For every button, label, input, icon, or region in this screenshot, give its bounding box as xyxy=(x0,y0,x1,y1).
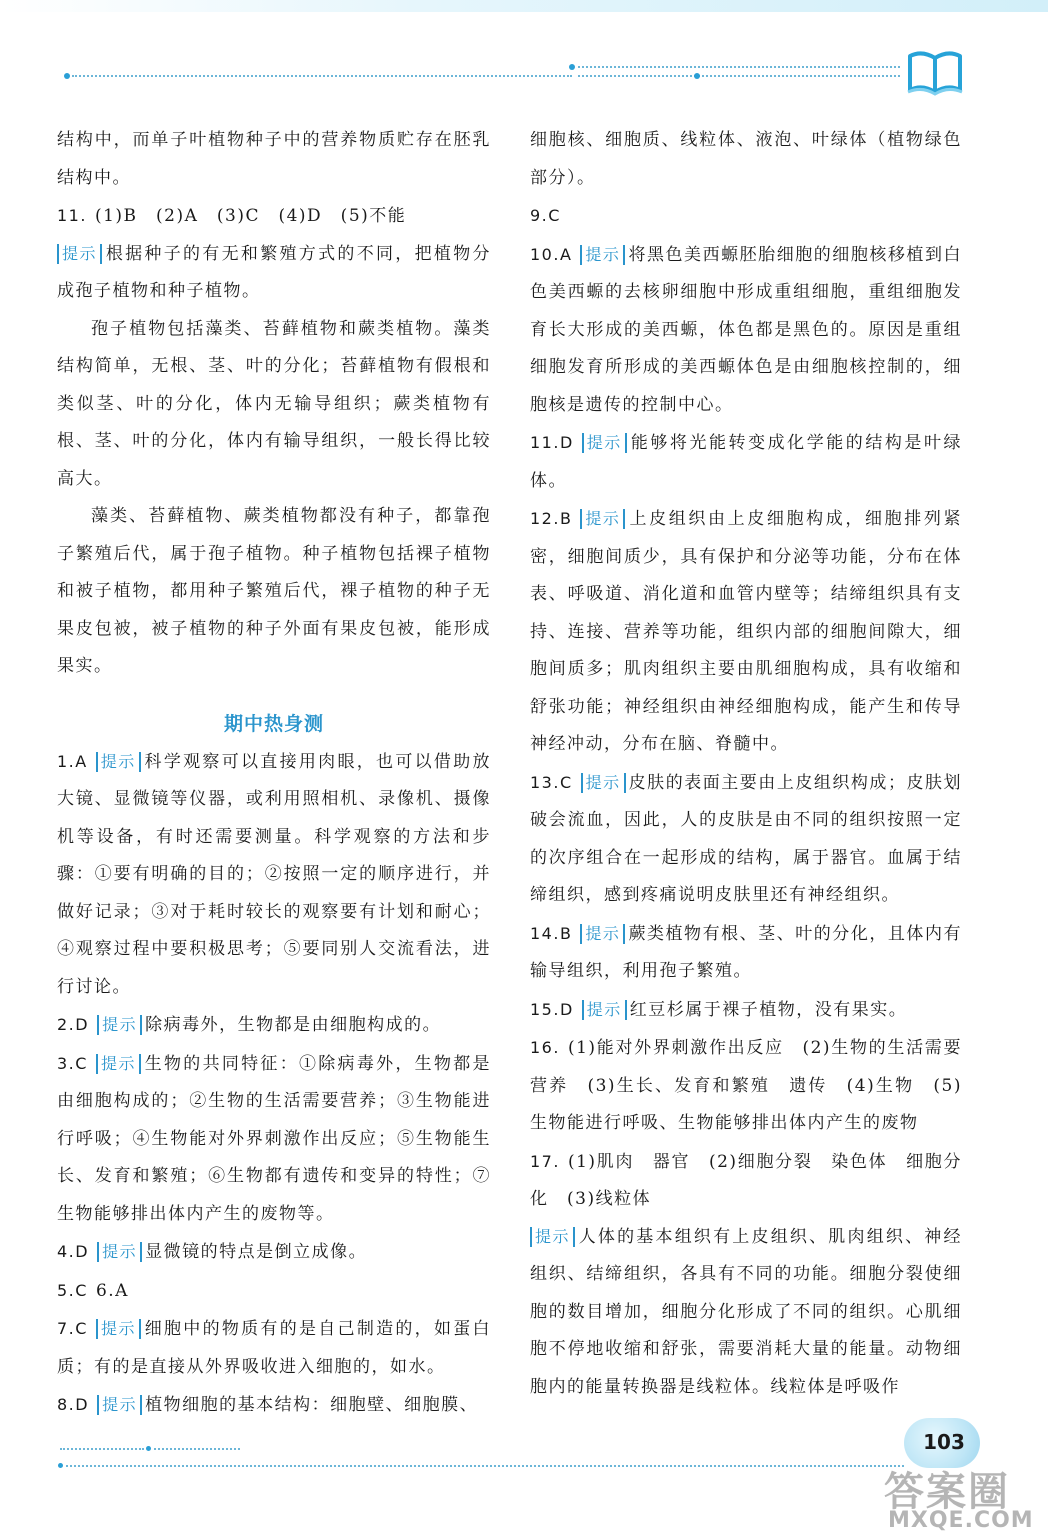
answer-item xyxy=(530,1029,962,1143)
hint-label: 提示 xyxy=(580,245,625,265)
header-gradient-bar xyxy=(0,0,1048,12)
explanation-paragraph xyxy=(57,311,491,499)
footer-dot-left xyxy=(146,1446,151,1451)
open-book-icon xyxy=(906,46,964,96)
hint-label: 提示 xyxy=(96,1319,141,1339)
hint-label: 提示 xyxy=(96,1054,141,1074)
body-text: 人体的基本组织有上皮组织、肌肉组织、神经组织、结缔组织，各具有不同的功能。细胞分裂使细胞的数目增加，细胞分化形成了不同的组织。心肌细胞不停地收缩和舒张，需要消耗大量的能量。动物细胞内的能量转换器是线粒体。线粒体是呼吸作 xyxy=(530,1226,962,1397)
body-text: (1)能对外界刺激作出反应 (2)生物的生活需要营养 (3)生长、发育和繁殖 遗传 (4)生物 (5)生物能进行呼吸、生物能够排出体内产生的废物 xyxy=(530,1038,962,1133)
answer-item xyxy=(57,1045,491,1234)
body-text: 科学观察可以直接用肉眼，也可以借助放大镜、显微镜等仪器，或利用照相机、录像机、摄像机等设备，有时还需要测量。科学观察的方法和步骤：①要有明确的目的；②按照一定的顺序进行，并做好记录；③对于耗时较长的观察要有计划和耐心；④观察过程中要积极思考；⑤要同别人交流看法，进行讨论。 xyxy=(57,751,491,997)
hint-label: 提示 xyxy=(580,924,625,944)
footer-dot-bottom xyxy=(58,1463,63,1468)
body-text: (1)肌肉 器官 (2)细胞分裂 染色体 细胞分化 (3)线粒体 xyxy=(530,1151,962,1209)
hint-label: 提示 xyxy=(97,1015,142,1035)
answer-item xyxy=(57,743,491,1007)
body-text: 细胞中的物质有的是自己制造的，如蛋白质；有的是直接从外界吸收进入细胞的，如水。 xyxy=(57,1319,491,1377)
answer-item xyxy=(57,1006,491,1045)
body-text: 根据种子的有无和繁殖方式的不同，把植物分成孢子植物和种子植物。 xyxy=(57,243,491,301)
body-text: 上皮组织由上皮细胞构成，细胞排列紧密，细胞间质少，具有保护和分泌等功能，分布在体表、呼吸道、消化道和血管内壁等；结缔组织具有支持、连接、营养等功能，组织内部的细胞间隙大，细胞间质多；肌肉组织主要由肌细胞构成，具有收缩和舒张功能；神经组织由神经细胞构成，能产生和传导神经冲动，分布在脑、脊髓中。 xyxy=(530,509,962,754)
continued-paragraph xyxy=(530,122,962,197)
answer-number: 13.C xyxy=(530,772,573,792)
body-text: 细胞核、细胞质、线粒体、液泡、叶绿体（植物绿色部分）。 xyxy=(530,130,962,188)
answer-item xyxy=(530,991,962,1030)
hint-label: 提示 xyxy=(57,244,102,264)
answer-item xyxy=(530,197,962,236)
header-dotted-rule xyxy=(72,75,572,77)
body-text: 除病毒外，生物都是由细胞构成的。 xyxy=(145,1015,442,1035)
answer-item xyxy=(57,1310,491,1386)
right-column xyxy=(530,122,962,1406)
footer-dotted-rule xyxy=(66,1465,904,1467)
hint-label: 提示 xyxy=(530,1227,575,1247)
footer-dotted-rule-upper xyxy=(60,1448,144,1450)
answer-item xyxy=(530,236,962,425)
answer-number: 9.C xyxy=(530,206,561,225)
header-dotted-rule-upper xyxy=(578,66,900,68)
answer-number: 1.A xyxy=(57,751,88,771)
answer-item xyxy=(530,500,962,764)
header-dot-right xyxy=(694,73,700,79)
body-text: 皮肤的表面主要由上皮组织构成；皮肤划破会流血，因此，人的皮肤是由不同的组织按照一定的次序组合在一起形成的结构，属于器官。血属于结缔组织，感到疼痛说明皮肤里还有神经组织。 xyxy=(530,772,962,905)
hint-paragraph xyxy=(57,236,491,311)
header-dotted-rule-right xyxy=(578,75,900,77)
answer-number: 11.D xyxy=(530,433,574,452)
header-dot-mid xyxy=(569,64,575,70)
hint-label: 提示 xyxy=(582,1000,627,1020)
answer-number: 17. xyxy=(530,1151,560,1171)
answer-number: 15.D xyxy=(530,999,574,1019)
footer-dotted-rule-upper-2 xyxy=(154,1448,240,1450)
body-text: 红豆杉属于裸子植物，没有果实。 xyxy=(629,999,908,1020)
header-dot-left xyxy=(64,73,70,79)
answer-number: 16. xyxy=(530,1038,560,1057)
body-text: 藻类、苔藓植物、蕨类植物都没有种子，都靠孢子繁殖后代，属于孢子植物。种子植物包括裸子植物和被子植物，都用种子繁殖后代，裸子植物的种子无果皮包被，被子植物的种子外面有果皮包被，能形成果实。 xyxy=(57,506,491,676)
watermark-site: MXQE.COM xyxy=(888,1508,1034,1533)
answer-item xyxy=(530,424,962,500)
answer-number: 10.A xyxy=(530,244,573,264)
answer-number: 7.C xyxy=(57,1319,88,1338)
answer-number: 8.D xyxy=(57,1395,90,1414)
answer-item xyxy=(57,1386,491,1425)
answer-item xyxy=(57,1272,491,1311)
answer-number: 11. xyxy=(57,206,87,225)
body-text: 生物的共同特征：①除病毒外，生物都是由细胞构成的；②生物的生活需要营养；③生物能进行呼吸；④生物能对外界刺激作出反应；⑤生物能生长、发育和繁殖；⑥生物都有遗传和变异的特性；⑦生物能够排出体内产生的废物等。 xyxy=(57,1053,491,1224)
body-text: 蕨类植物有根、茎、叶的分化，且体内有输导组织，利用孢子繁殖。 xyxy=(530,923,962,981)
body-text: 植物细胞的基本结构：细胞壁、细胞膜、 xyxy=(145,1395,479,1415)
watermark-logo xyxy=(878,1460,1048,1536)
hint-label: 提示 xyxy=(580,509,625,529)
hint-paragraph xyxy=(530,1219,962,1407)
answer-item xyxy=(530,1143,962,1219)
answer-number: 5.C xyxy=(57,1280,88,1300)
answer-number: 4.D xyxy=(57,1242,90,1261)
answer-item xyxy=(57,1233,491,1272)
hint-label: 提示 xyxy=(96,752,141,772)
left-column xyxy=(57,122,491,1425)
hint-label: 提示 xyxy=(582,433,627,453)
page-number: 103 xyxy=(923,1430,965,1454)
body-text: 将黑色美西螈胚胎细胞的细胞核移植到白色美西螈的去核卵细胞中形成重组细胞，重组细胞发育长大形成的美西螈，体色都是黑色的。原因是重组细胞发育所形成的美西螈体色是由细胞核控制的，细胞核是遗传的控制中心。 xyxy=(530,244,962,415)
answer-number: 12.B xyxy=(530,509,573,528)
answer-item xyxy=(57,197,491,236)
body-text: 结构中，而单子叶植物种子中的营养物质贮存在胚乳结构中。 xyxy=(57,130,491,188)
hint-label: 提示 xyxy=(97,1242,142,1262)
answer-number: 14.B xyxy=(530,923,573,943)
answer-item xyxy=(530,915,962,991)
body-text: 孢子植物包括藻类、苔藓植物和蕨类植物。藻类结构简单，无根、茎、叶的分化；苔藓植物有假根和类似茎、叶的分化，体内无输导组织；蕨类植物有根、茎、叶的分化，体内有输导组织，一般长得比较高大。 xyxy=(57,318,491,489)
explanation-paragraph xyxy=(57,498,491,686)
body-text: 显微镜的特点是倒立成像。 xyxy=(145,1242,368,1262)
section-title: 期中热身测 xyxy=(223,712,324,735)
hint-label: 提示 xyxy=(97,1395,142,1415)
answer-item xyxy=(530,764,962,915)
continued-paragraph xyxy=(57,122,491,197)
hint-label: 提示 xyxy=(581,773,626,793)
answer-number: 2.D xyxy=(57,1015,90,1034)
body-text: 能够将光能转变成化学能的结构是叶绿体。 xyxy=(530,433,962,491)
answer-number: 3.C xyxy=(57,1053,88,1073)
body-text: 6.A xyxy=(95,1280,129,1301)
watermark-chars: 答案圈 xyxy=(884,1469,1010,1515)
body-text: (1)B (2)A (3)C (4)D (5)不能 xyxy=(94,206,407,226)
